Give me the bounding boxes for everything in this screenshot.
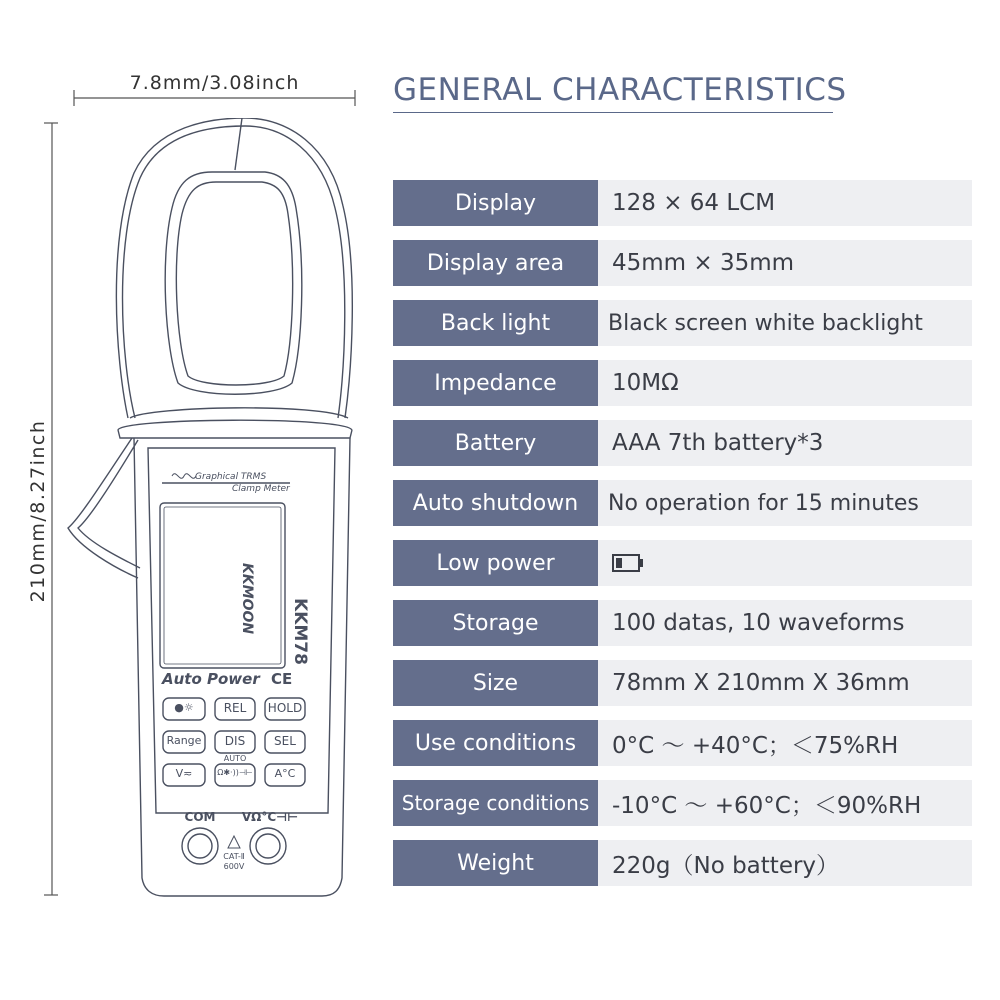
- voltage-label: 600V: [223, 862, 245, 871]
- width-dimension-line: [72, 68, 357, 108]
- spec-row-battery: [393, 420, 973, 466]
- a-button: A°C: [274, 767, 296, 780]
- ohm-button: Ω✱·))⊣⊢: [217, 768, 253, 777]
- v-button: V≂: [175, 767, 193, 780]
- dis-button: DIS: [224, 734, 246, 748]
- spec-value: 45mm × 35mm: [598, 240, 972, 286]
- spec-row-storage: [393, 600, 973, 646]
- auto-label: AUTO: [223, 754, 247, 763]
- spec-value-low-power: [598, 540, 972, 586]
- ce-mark: CE: [270, 670, 293, 688]
- heading-underline: [393, 112, 833, 113]
- device-brand: KKMOON: [239, 563, 255, 635]
- spec-row-use-conditions: [393, 720, 973, 766]
- device-subtitle-line1: Graphical TRMS: [195, 472, 267, 482]
- height-dimension: [18, 120, 58, 900]
- com-label: COM: [184, 810, 216, 824]
- spec-label: Display: [393, 180, 598, 226]
- spec-label: Impedance: [393, 360, 598, 406]
- auto-power-text: Auto Power: [162, 670, 260, 688]
- low-battery-icon: [612, 554, 644, 572]
- spec-value: No operation for 15 minutes: [598, 480, 972, 526]
- spec-label: Size: [393, 660, 598, 706]
- spec-label: Low power: [393, 540, 598, 586]
- spec-label: Storage conditions: [393, 780, 598, 826]
- spec-value: AAA 7th battery*3: [598, 420, 972, 466]
- width-label: 7.8mm/3.08inch: [129, 72, 300, 94]
- height-label: 210mm/8.27inch: [27, 419, 49, 603]
- hold-button: HOLD: [267, 701, 303, 715]
- spec-value: 100 datas, 10 waveforms: [598, 600, 972, 646]
- spec-row-storage-conditions: [393, 780, 973, 826]
- spec-value: 10MΩ: [598, 360, 972, 406]
- spec-row-auto-shutdown: [393, 480, 973, 526]
- spec-label: Back light: [393, 300, 598, 346]
- clamp-meter-illustration: [60, 118, 360, 898]
- device-subtitle-line2: Clamp Meter: [232, 484, 290, 494]
- range-button: Range: [166, 734, 202, 747]
- clamp-meter-outline: [60, 118, 360, 898]
- spec-label: Storage: [393, 600, 598, 646]
- width-dimension: [72, 68, 357, 108]
- spec-label: Use conditions: [393, 720, 598, 766]
- device-model: KKM78: [290, 598, 310, 665]
- spec-row-back-light: [393, 300, 973, 346]
- cat-label: CAT-Ⅱ: [223, 852, 245, 861]
- spec-label: Display area: [393, 240, 598, 286]
- rel-button: REL: [223, 701, 247, 715]
- spec-value: 78mm X 210mm X 36mm: [598, 660, 972, 706]
- spec-label: Battery: [393, 420, 598, 466]
- spec-value: 220g（No battery）: [598, 840, 972, 886]
- spec-value: Black screen white backlight: [598, 300, 972, 346]
- spec-value: 0°C ～ +40°C；＜75%RH: [598, 720, 972, 766]
- light-button: ●☼: [174, 701, 194, 714]
- spec-label: Auto shutdown: [393, 480, 598, 526]
- spec-row-size: [393, 660, 973, 706]
- auto-power-label: [162, 670, 292, 688]
- spec-label: Weight: [393, 840, 598, 886]
- spec-value: 128 × 64 LCM: [598, 180, 972, 226]
- spec-value: -10°C ～ +60°C；＜90%RH: [598, 780, 972, 826]
- section-heading: GENERAL CHARACTERISTICS: [393, 72, 847, 108]
- spec-row-display: [393, 180, 973, 226]
- spec-row-weight: [393, 840, 973, 886]
- sel-button: SEL: [274, 734, 296, 748]
- input-label: VΩ°C⊣⊢: [241, 810, 299, 824]
- spec-row-low-power: [393, 540, 973, 586]
- spec-row-impedance: [393, 360, 973, 406]
- spec-row-display-area: [393, 240, 973, 286]
